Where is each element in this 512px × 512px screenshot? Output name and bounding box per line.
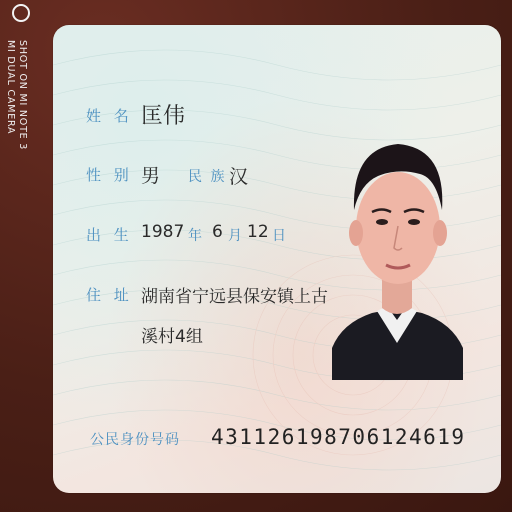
birth-label: 出 生 xyxy=(86,226,133,244)
sex-value: 男 xyxy=(141,165,161,187)
birth-month: 6 xyxy=(212,222,223,242)
id-number-value: 431126198706124619 xyxy=(211,425,466,449)
address-line1: 湖南省宁远县保安镇上古 xyxy=(141,287,328,307)
watermark-line1: SHOT ON MI NOTE 3 xyxy=(17,40,28,151)
portrait-photo xyxy=(332,108,463,380)
ethnicity-label: 民 族 xyxy=(188,169,227,185)
month-char: 月 xyxy=(228,228,242,244)
camera-ring-icon xyxy=(12,4,30,22)
watermark-line2: MI DUAL CAMERA xyxy=(5,40,16,135)
portrait-illustration xyxy=(332,108,463,380)
id-card xyxy=(53,25,501,493)
sex-label: 性 别 xyxy=(86,166,133,184)
watermark-text xyxy=(4,40,28,150)
address-line2: 溪村4组 xyxy=(141,327,203,347)
day-char: 日 xyxy=(272,228,286,244)
address-label: 住 址 xyxy=(86,286,133,304)
birth-year: 1987 xyxy=(141,222,185,242)
birth-day: 12 xyxy=(247,222,269,242)
year-char: 年 xyxy=(188,228,202,244)
camera-watermark xyxy=(4,4,38,194)
name-value: 匡伟 xyxy=(141,104,186,129)
name-label: 姓 名 xyxy=(86,107,133,125)
id-number-label: 公民身份号码 xyxy=(90,432,180,448)
ethnicity-value: 汉 xyxy=(229,166,249,188)
